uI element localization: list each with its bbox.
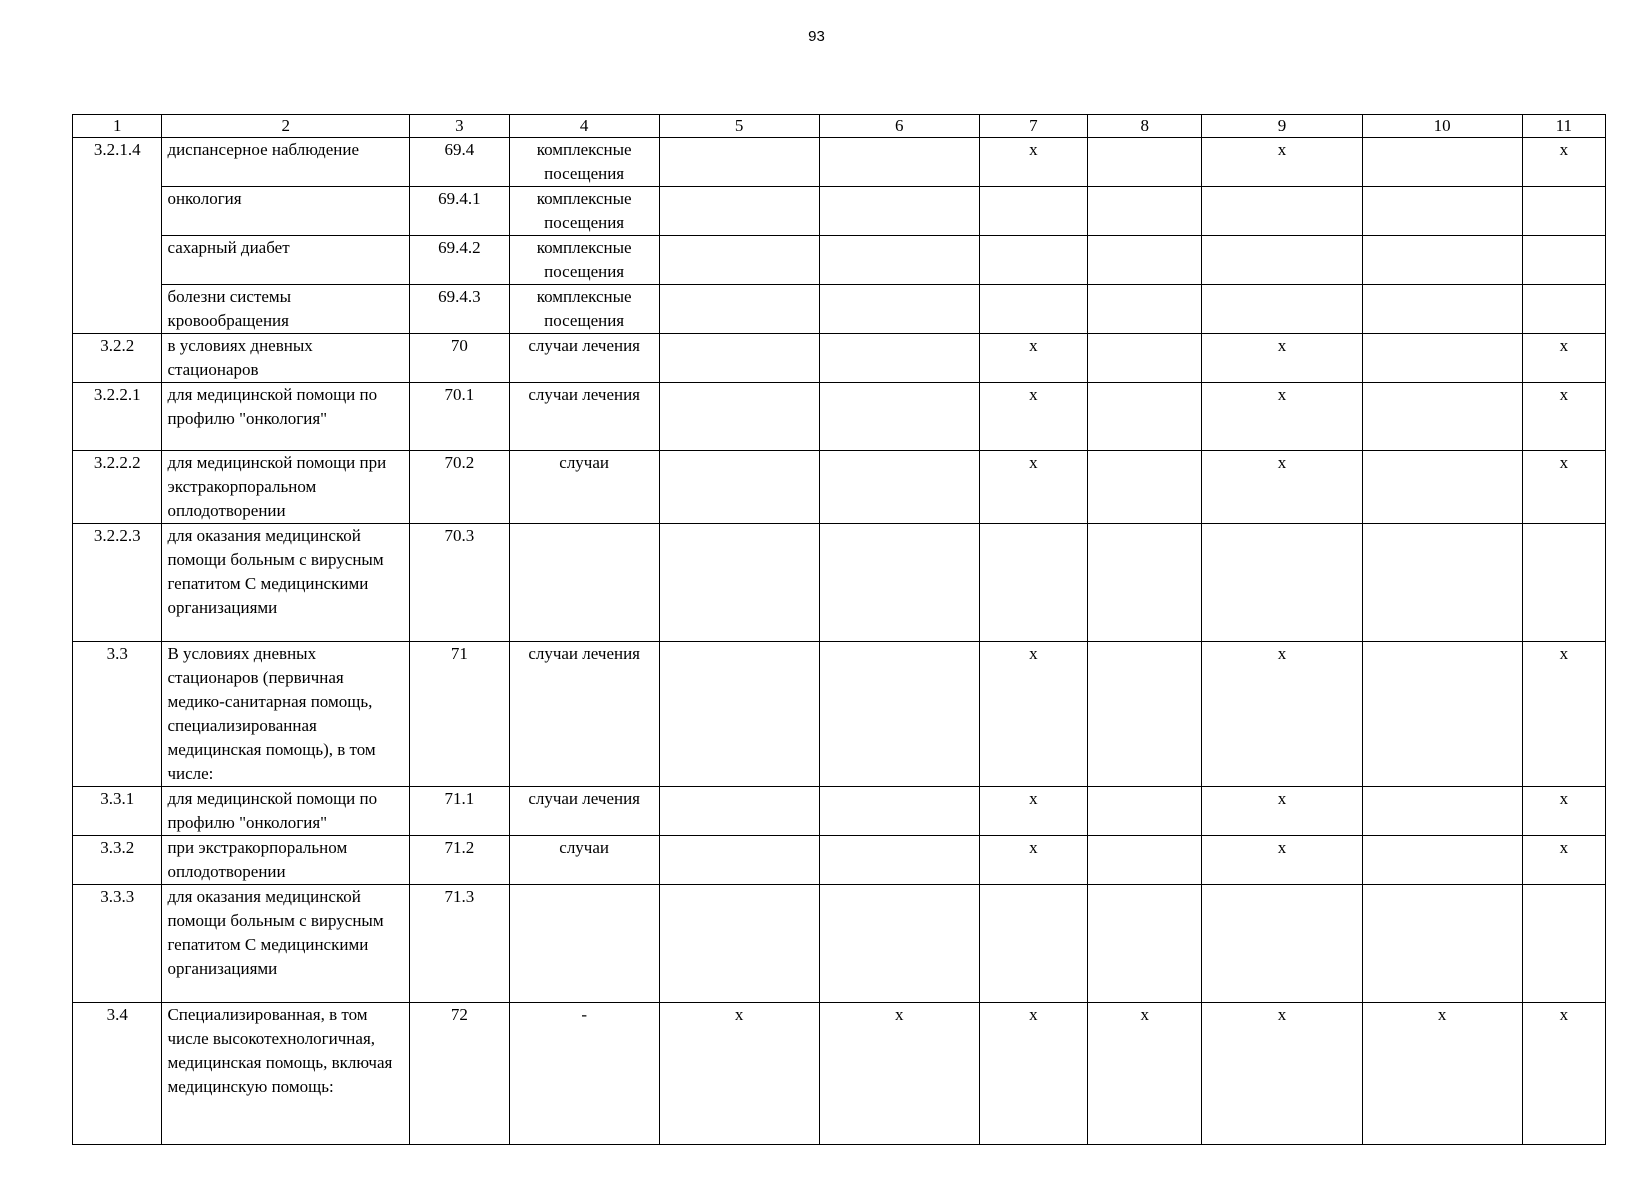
row-line-code: 70.2 — [409, 451, 509, 524]
cell-col9: х — [1202, 451, 1362, 524]
row-unit: случаи лечения — [509, 787, 659, 836]
cell-col7: х — [979, 138, 1087, 187]
cell-col9: х — [1202, 787, 1362, 836]
cell-col9 — [1202, 524, 1362, 642]
cell-col10 — [1362, 836, 1522, 885]
cell-col7: х — [979, 787, 1087, 836]
cell-col9 — [1202, 285, 1362, 334]
cell-col6 — [819, 187, 979, 236]
cell-col11: х — [1522, 642, 1605, 787]
row-name: сахарный диабет — [162, 236, 410, 285]
cell-col11: х — [1522, 787, 1605, 836]
cell-col6 — [819, 285, 979, 334]
cell-col8 — [1088, 787, 1202, 836]
row-unit: случаи лечения — [509, 383, 659, 451]
row-name: для оказания медицинской помощи больным с вирусным гепатитом С медицинскими организациями — [162, 524, 410, 642]
cell-col7 — [979, 285, 1087, 334]
cell-col5 — [659, 285, 819, 334]
cell-col5 — [659, 236, 819, 285]
cell-col10 — [1362, 787, 1522, 836]
row-number: 3.3.2 — [73, 836, 162, 885]
cell-col6 — [819, 787, 979, 836]
cell-col10 — [1362, 138, 1522, 187]
row-number: 3.2.2.2 — [73, 451, 162, 524]
cell-col10 — [1362, 524, 1522, 642]
row-name: Специализированная, в том числе высокотехнологичная, медицинская помощь, включая медицинскую помощь: — [162, 1003, 410, 1145]
row-line-code: 69.4.1 — [409, 187, 509, 236]
cell-col10 — [1362, 383, 1522, 451]
row-name: для медицинской помощи при экстракорпоральном оплодотворении — [162, 451, 410, 524]
cell-col6 — [819, 334, 979, 383]
column-header: 10 — [1362, 115, 1522, 138]
data-table — [72, 114, 1606, 1145]
column-header: 6 — [819, 115, 979, 138]
table-row — [73, 642, 1606, 787]
cell-col11: х — [1522, 1003, 1605, 1145]
cell-col11 — [1522, 285, 1605, 334]
cell-col7: х — [979, 1003, 1087, 1145]
cell-col11: х — [1522, 334, 1605, 383]
row-unit: комплексные посещения — [509, 236, 659, 285]
cell-col11 — [1522, 187, 1605, 236]
cell-col5 — [659, 787, 819, 836]
column-header: 3 — [409, 115, 509, 138]
cell-col9 — [1202, 236, 1362, 285]
cell-col6 — [819, 885, 979, 1003]
cell-col6 — [819, 836, 979, 885]
cell-col10 — [1362, 642, 1522, 787]
cell-col9: х — [1202, 1003, 1362, 1145]
cell-col8 — [1088, 236, 1202, 285]
cell-col6 — [819, 524, 979, 642]
row-unit: случаи — [509, 836, 659, 885]
cell-col9 — [1202, 885, 1362, 1003]
cell-col9: х — [1202, 836, 1362, 885]
row-line-code: 69.4.2 — [409, 236, 509, 285]
cell-col5 — [659, 334, 819, 383]
cell-col9: х — [1202, 642, 1362, 787]
row-number: 3.2.2 — [73, 334, 162, 383]
cell-col5 — [659, 138, 819, 187]
row-number: 3.2.2.1 — [73, 383, 162, 451]
row-line-code: 70.3 — [409, 524, 509, 642]
row-line-code: 69.4.3 — [409, 285, 509, 334]
page-number: 93 — [808, 28, 825, 45]
row-number: 3.3 — [73, 642, 162, 787]
row-number: 3.3.3 — [73, 885, 162, 1003]
row-line-code: 70 — [409, 334, 509, 383]
cell-col7: х — [979, 836, 1087, 885]
table-row — [73, 524, 1606, 642]
row-unit — [509, 885, 659, 1003]
cell-col8: х — [1088, 1003, 1202, 1145]
cell-col6 — [819, 138, 979, 187]
row-name: болезни системы кровообращения — [162, 285, 410, 334]
cell-col8 — [1088, 885, 1202, 1003]
row-line-code: 71.2 — [409, 836, 509, 885]
table-row — [73, 1003, 1606, 1145]
cell-col11: х — [1522, 451, 1605, 524]
column-header: 1 — [73, 115, 162, 138]
cell-col10 — [1362, 334, 1522, 383]
row-unit: случаи лечения — [509, 642, 659, 787]
table-row — [73, 285, 1606, 334]
cell-col10 — [1362, 451, 1522, 524]
row-name: В условиях дневных стационаров (первичная медико-санитарная помощь, специализированная медицинская помощь), в том числе: — [162, 642, 410, 787]
row-name: в условиях дневных стационаров — [162, 334, 410, 383]
cell-col9 — [1202, 187, 1362, 236]
row-name: для медицинской помощи по профилю "онкология" — [162, 787, 410, 836]
cell-col11 — [1522, 885, 1605, 1003]
column-header: 8 — [1088, 115, 1202, 138]
row-name: для оказания медицинской помощи больным с вирусным гепатитом С медицинскими организациями — [162, 885, 410, 1003]
cell-col6 — [819, 642, 979, 787]
cell-col7 — [979, 236, 1087, 285]
table-row — [73, 787, 1606, 836]
cell-col8 — [1088, 285, 1202, 334]
cell-col10: х — [1362, 1003, 1522, 1145]
row-number: 3.3.1 — [73, 787, 162, 836]
cell-col8 — [1088, 138, 1202, 187]
cell-col11: х — [1522, 383, 1605, 451]
row-unit: комплексные посещения — [509, 285, 659, 334]
row-line-code: 70.1 — [409, 383, 509, 451]
column-header: 2 — [162, 115, 410, 138]
column-header: 9 — [1202, 115, 1362, 138]
cell-col6 — [819, 236, 979, 285]
table-row — [73, 187, 1606, 236]
cell-col10 — [1362, 236, 1522, 285]
row-unit — [509, 524, 659, 642]
cell-col6 — [819, 451, 979, 524]
cell-col7: х — [979, 383, 1087, 451]
table-row — [73, 334, 1606, 383]
cell-col8 — [1088, 836, 1202, 885]
column-header: 11 — [1522, 115, 1605, 138]
table-row — [73, 138, 1606, 187]
table-row — [73, 383, 1606, 451]
cell-col5 — [659, 451, 819, 524]
cell-col9: х — [1202, 138, 1362, 187]
cell-col5 — [659, 836, 819, 885]
row-unit: случаи — [509, 451, 659, 524]
cell-col8 — [1088, 334, 1202, 383]
cell-col5 — [659, 187, 819, 236]
cell-col7 — [979, 885, 1087, 1003]
row-number: 3.4 — [73, 1003, 162, 1145]
cell-col5 — [659, 524, 819, 642]
row-unit: комплексные посещения — [509, 187, 659, 236]
cell-col8 — [1088, 383, 1202, 451]
row-unit: комплексные посещения — [509, 138, 659, 187]
cell-col5 — [659, 383, 819, 451]
row-name: онкология — [162, 187, 410, 236]
cell-col8 — [1088, 642, 1202, 787]
column-header: 4 — [509, 115, 659, 138]
row-line-code: 71 — [409, 642, 509, 787]
row-line-code: 72 — [409, 1003, 509, 1145]
cell-col7: х — [979, 451, 1087, 524]
row-number: 3.2.2.3 — [73, 524, 162, 642]
cell-col8 — [1088, 187, 1202, 236]
row-name: диспансерное наблюдение — [162, 138, 410, 187]
row-number: 3.2.1.4 — [73, 138, 162, 334]
cell-col7 — [979, 187, 1087, 236]
row-unit: случаи лечения — [509, 334, 659, 383]
cell-col11 — [1522, 524, 1605, 642]
row-name: при экстракорпоральном оплодотворении — [162, 836, 410, 885]
cell-col9: х — [1202, 334, 1362, 383]
cell-col5 — [659, 885, 819, 1003]
column-header: 7 — [979, 115, 1087, 138]
table-row — [73, 836, 1606, 885]
cell-col5 — [659, 642, 819, 787]
row-line-code: 71.1 — [409, 787, 509, 836]
cell-col8 — [1088, 451, 1202, 524]
row-unit: - — [509, 1003, 659, 1145]
cell-col5: х — [659, 1003, 819, 1145]
column-header: 5 — [659, 115, 819, 138]
cell-col8 — [1088, 524, 1202, 642]
cell-col10 — [1362, 187, 1522, 236]
cell-col6 — [819, 383, 979, 451]
cell-col7 — [979, 524, 1087, 642]
table-row — [73, 236, 1606, 285]
cell-col11 — [1522, 236, 1605, 285]
table-row — [73, 451, 1606, 524]
cell-col7: х — [979, 642, 1087, 787]
cell-col6: х — [819, 1003, 979, 1145]
column-number-row — [73, 115, 1606, 138]
cell-col11: х — [1522, 138, 1605, 187]
cell-col7: х — [979, 334, 1087, 383]
row-line-code: 69.4 — [409, 138, 509, 187]
cell-col9: х — [1202, 383, 1362, 451]
cell-col10 — [1362, 885, 1522, 1003]
cell-col11: х — [1522, 836, 1605, 885]
row-line-code: 71.3 — [409, 885, 509, 1003]
cell-col10 — [1362, 285, 1522, 334]
row-name: для медицинской помощи по профилю "онкология" — [162, 383, 410, 451]
table-row — [73, 885, 1606, 1003]
